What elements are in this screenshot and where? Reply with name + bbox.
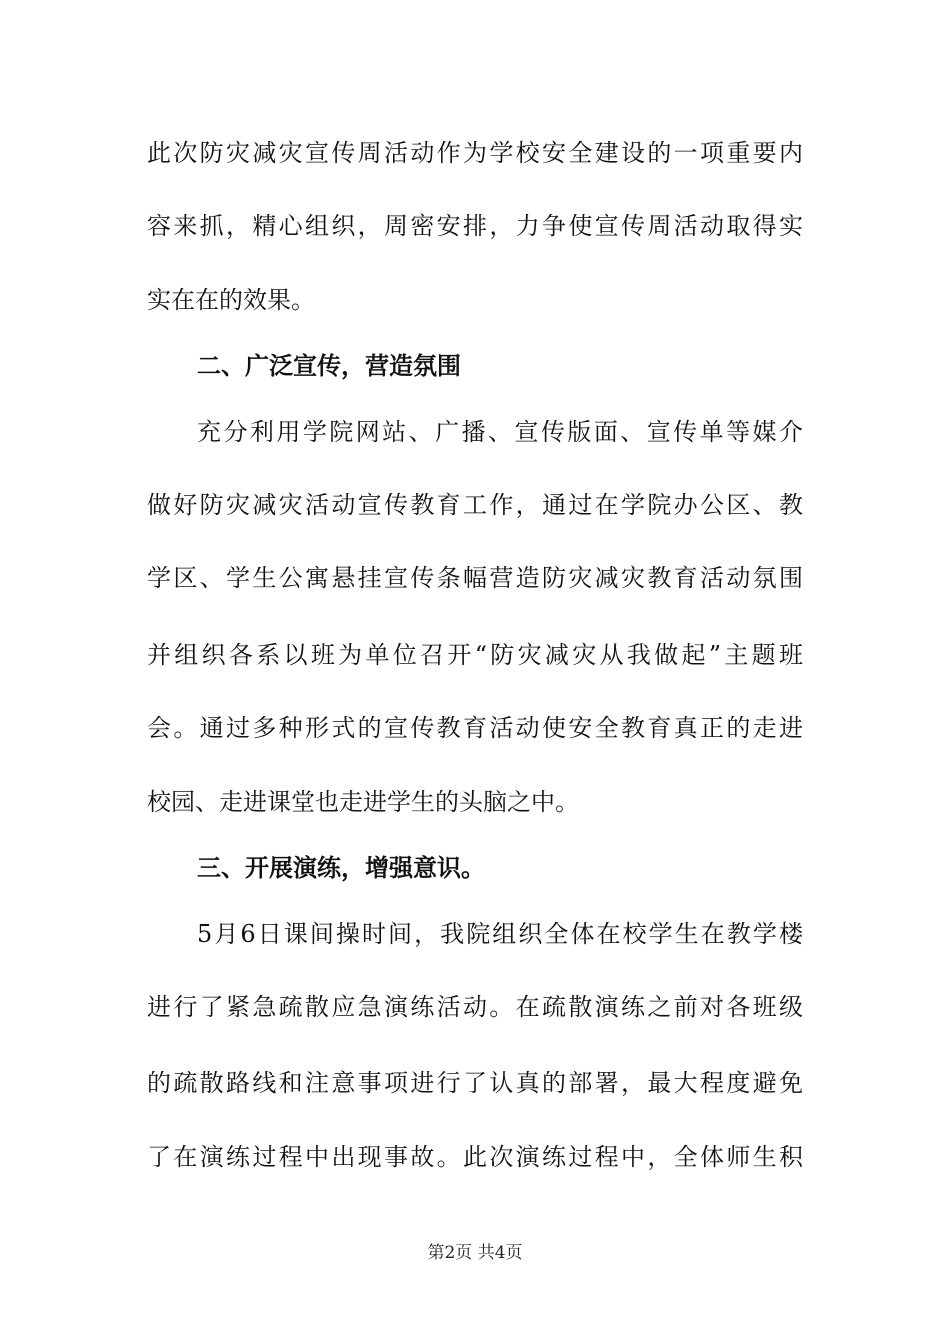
body-line: 充分利用学院网站、广播、宣传版面、宣传单等媒介 [197,418,803,446]
page-footer: 第2页 共4页 [427,1243,523,1263]
section-heading: 三、开展演练，增强意识。 [197,854,485,882]
body-line: 学区、学生公寓悬挂宣传条幅营造防灾减灾教育活动氛围 [147,564,803,592]
section-heading: 二、广泛宣传，营造氛围 [197,352,461,380]
body-line: 了在演练过程中出现事故。此次演练过程中，全体师生积 [147,1143,803,1171]
body-line: 此次防灾减灾宣传周活动作为学校安全建设的一项重要内 [147,139,803,167]
body-line: 实在在的效果。 [147,286,315,314]
body-line: 会。通过多种形式的宣传教育活动使安全教育真正的走进 [147,714,803,742]
body-line: 容来抓，精心组织，周密安排，力争使宣传周活动取得实 [147,212,803,240]
body-line: 5月6日课间操时间，我院组织全体在校学生在教学楼 [197,920,803,948]
body-line: 并组织各系以班为单位召开“防灾减灾从我做起”主题班 [147,641,803,669]
body-line: 做好防灾减灾活动宣传教育工作，通过在学院办公区、教 [147,491,803,519]
body-line: 的疏散路线和注意事项进行了认真的部署，最大程度避免 [147,1069,803,1097]
body-line: 校园、走进课堂也走进学生的头脑之中。 [147,788,579,816]
body-line: 进行了紧急疏散应急演练活动。在疏散演练之前对各班级 [147,993,803,1021]
